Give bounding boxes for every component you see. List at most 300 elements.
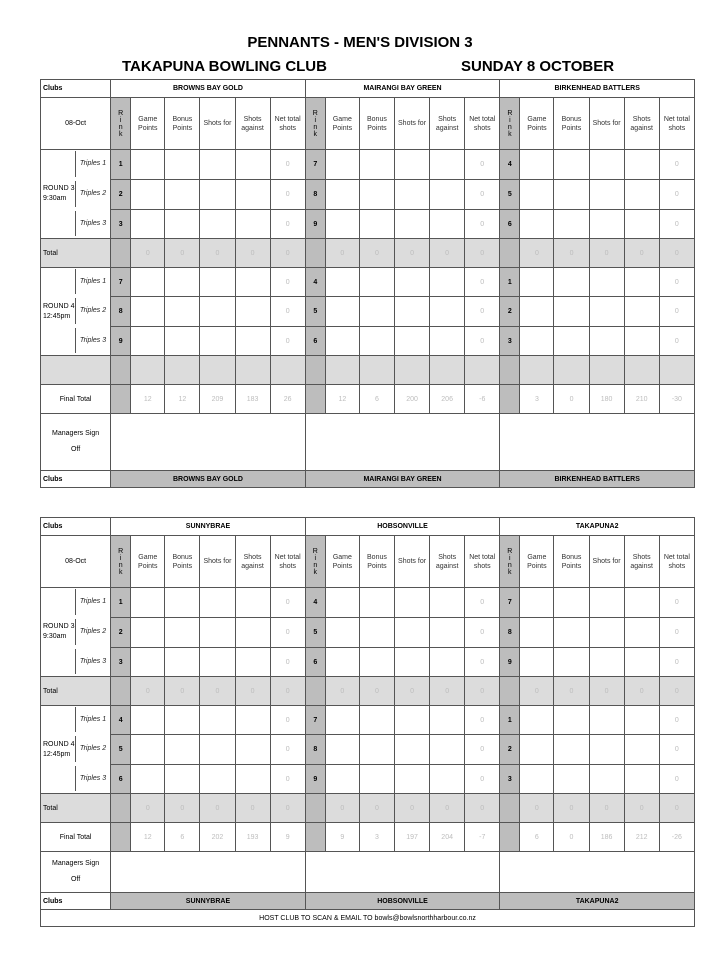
score-entry-cell[interactable] — [235, 618, 270, 648]
score-entry-cell[interactable] — [200, 735, 235, 765]
rink-number: 9 — [111, 327, 131, 356]
signature-box[interactable] — [305, 414, 500, 471]
score-entry-cell[interactable] — [395, 765, 430, 794]
score-entry-cell[interactable] — [554, 327, 589, 356]
total-value: 0 — [165, 239, 200, 268]
score-entry-cell[interactable] — [235, 735, 270, 765]
score-entry-cell[interactable] — [554, 297, 589, 327]
score-entry-cell[interactable] — [200, 765, 235, 794]
score-entry-cell[interactable] — [624, 706, 659, 735]
score-entry-cell[interactable] — [624, 588, 659, 618]
total-label: Total — [41, 677, 111, 706]
final-total-value: 12 — [325, 385, 359, 414]
score-entry-cell[interactable] — [131, 588, 165, 618]
rink-number: 6 — [500, 210, 520, 239]
score-entry-cell[interactable] — [131, 297, 165, 327]
rink-number: 6 — [111, 765, 131, 794]
score-entry-cell[interactable] — [554, 765, 589, 794]
shots-for-header: Shots for — [395, 536, 430, 588]
round4-total-value — [624, 356, 659, 385]
score-entry-cell[interactable] — [554, 268, 589, 297]
final-total-value: 12 — [131, 823, 165, 852]
score-entry-cell[interactable] — [430, 268, 465, 297]
score-entry-cell[interactable] — [394, 180, 429, 210]
round4-total-value: 0 — [131, 794, 165, 823]
score-entry-cell[interactable] — [235, 268, 270, 297]
round4-total-value: 0 — [270, 794, 305, 823]
score-entry-cell[interactable] — [589, 648, 624, 677]
score-entry-cell[interactable] — [589, 765, 624, 794]
rink-blank — [500, 794, 520, 823]
net-total-value: 0 — [270, 648, 305, 677]
rink-number: 8 — [305, 735, 325, 765]
score-entry-cell[interactable] — [325, 588, 359, 618]
net-total-value: 0 — [659, 648, 694, 677]
score-entry-cell[interactable] — [430, 297, 465, 327]
score-entry-cell[interactable] — [520, 735, 554, 765]
signature-box[interactable] — [500, 414, 695, 471]
score-entry-cell[interactable] — [520, 150, 554, 180]
team-name-footer: TAKAPUNA2 — [500, 893, 695, 910]
score-entry-cell[interactable] — [325, 327, 359, 356]
score-entry-cell[interactable] — [325, 618, 359, 648]
total-value: 0 — [589, 677, 624, 706]
score-entry-cell[interactable] — [394, 327, 429, 356]
final-total-label: Final Total — [41, 823, 111, 852]
score-entry-cell[interactable] — [554, 180, 589, 210]
net-total-value: 0 — [465, 268, 500, 297]
rink-number: 4 — [500, 150, 520, 180]
rink-header: R i n k — [305, 98, 325, 150]
score-entry-cell[interactable] — [589, 297, 624, 327]
rink-blank — [305, 823, 325, 852]
rink-number: 2 — [500, 297, 520, 327]
shots-for-header: Shots for — [394, 98, 429, 150]
managers-sign-off-label — [41, 414, 111, 471]
score-entry-cell[interactable] — [359, 268, 394, 297]
score-entry-cell[interactable] — [394, 210, 429, 239]
total-value: 0 — [554, 239, 589, 268]
total-value: 0 — [624, 677, 659, 706]
team-name-footer: SUNNYBRAE — [111, 893, 306, 910]
total-value: 0 — [430, 239, 465, 268]
score-entry-cell[interactable] — [200, 150, 235, 180]
score-entry-cell[interactable] — [430, 765, 465, 794]
total-value: 0 — [465, 677, 500, 706]
triple-label: Triples 2 — [75, 181, 110, 207]
score-entry-cell[interactable] — [165, 706, 200, 735]
net-total-value: 0 — [659, 618, 694, 648]
score-entry-cell[interactable] — [359, 180, 394, 210]
final-total-value: 183 — [235, 385, 270, 414]
signature-box[interactable] — [111, 414, 306, 471]
rink-number: 8 — [111, 297, 131, 327]
score-entry-cell[interactable] — [589, 735, 624, 765]
score-entry-cell[interactable] — [131, 180, 165, 210]
managers-sign-off-label — [41, 852, 111, 893]
score-entry-cell[interactable] — [165, 648, 200, 677]
score-entry-cell[interactable] — [359, 210, 394, 239]
total-value: 0 — [235, 677, 270, 706]
total-value: 0 — [359, 677, 394, 706]
rink-blank — [111, 794, 131, 823]
score-entry-cell[interactable] — [624, 765, 659, 794]
rink-number: 5 — [305, 618, 325, 648]
net-total-header: Net total shots — [659, 536, 694, 588]
score-entry-cell[interactable] — [589, 588, 624, 618]
score-entry-cell[interactable] — [589, 150, 624, 180]
score-entry-cell[interactable] — [554, 150, 589, 180]
score-entry-cell[interactable] — [394, 297, 429, 327]
net-total-value: 0 — [659, 150, 694, 180]
score-entry-cell[interactable] — [165, 210, 200, 239]
managers-sign-line: Managers Sign — [52, 430, 100, 437]
score-entry-cell[interactable] — [325, 648, 359, 677]
total-value: 0 — [554, 677, 589, 706]
score-entry-cell[interactable] — [554, 648, 589, 677]
score-entry-cell[interactable] — [359, 150, 394, 180]
round-name: ROUND 4 — [43, 740, 75, 748]
net-total-value: 0 — [270, 150, 305, 180]
score-entry-cell[interactable] — [554, 618, 589, 648]
score-entry-cell[interactable] — [325, 706, 359, 735]
round-time: 12:45pm — [43, 750, 71, 758]
score-entry-cell[interactable] — [589, 180, 624, 210]
score-entry-cell[interactable] — [520, 648, 554, 677]
score-entry-cell[interactable] — [520, 327, 554, 356]
score-entry-cell[interactable] — [430, 150, 465, 180]
team-name: TAKAPUNA2 — [500, 518, 695, 536]
score-entry-cell[interactable] — [589, 268, 624, 297]
score-entry-cell[interactable] — [395, 648, 430, 677]
score-entry-cell[interactable] — [131, 210, 165, 239]
score-entry-cell[interactable] — [235, 706, 270, 735]
score-entry-cell[interactable] — [235, 588, 270, 618]
date-cell: 08-Oct — [41, 536, 111, 588]
rink-number: 8 — [500, 618, 520, 648]
net-total-value: 0 — [270, 588, 305, 618]
net-total-value: 0 — [270, 210, 305, 239]
score-entry-cell[interactable] — [624, 648, 659, 677]
score-entry-cell[interactable] — [624, 150, 659, 180]
final-total-value: 26 — [270, 385, 305, 414]
score-entry-cell[interactable] — [589, 210, 624, 239]
total-value: 0 — [325, 239, 359, 268]
net-total-value: 0 — [270, 297, 305, 327]
round4-total-value — [394, 356, 429, 385]
team-name-footer: HOBSONVILLE — [305, 893, 500, 910]
score-entry-cell[interactable] — [131, 268, 165, 297]
round4-total-label: Total — [41, 794, 111, 823]
total-value: 0 — [235, 239, 270, 268]
triple-label: Triples 1 — [75, 589, 110, 615]
score-entry-cell[interactable] — [325, 150, 359, 180]
net-total-header: Net total shots — [465, 536, 500, 588]
rink-number: 9 — [305, 210, 325, 239]
round4-total-value: 0 — [325, 794, 359, 823]
score-entry-cell[interactable] — [589, 706, 624, 735]
bonus-points-header: Bonus Points — [359, 536, 394, 588]
rink-number: 9 — [500, 648, 520, 677]
score-entry-cell[interactable] — [200, 268, 235, 297]
net-total-value: 0 — [659, 297, 694, 327]
total-value: 0 — [270, 677, 305, 706]
round-time: 12:45pm — [43, 312, 71, 320]
final-total-value: 6 — [165, 823, 200, 852]
round4-total-value — [270, 356, 305, 385]
score-entry-cell[interactable] — [165, 150, 200, 180]
rink-blank — [305, 385, 325, 414]
final-total-value: -26 — [659, 823, 694, 852]
score-entry-cell[interactable] — [359, 648, 394, 677]
score-entry-cell[interactable] — [430, 210, 465, 239]
score-entry-cell[interactable] — [200, 297, 235, 327]
round-time: 9:30am — [43, 195, 67, 202]
net-total-value: 0 — [659, 210, 694, 239]
score-entry-cell[interactable] — [359, 618, 394, 648]
net-total-value: 0 — [270, 735, 305, 765]
score-entry-cell[interactable] — [359, 735, 394, 765]
round4-total-value — [359, 356, 394, 385]
rink-number: 1 — [111, 588, 131, 618]
score-entry-cell[interactable] — [520, 588, 554, 618]
signature-box[interactable] — [111, 852, 306, 893]
score-entry-cell[interactable] — [235, 765, 270, 794]
total-value: 0 — [624, 239, 659, 268]
score-entry-cell[interactable] — [235, 648, 270, 677]
score-entry-cell[interactable] — [430, 648, 465, 677]
net-total-value: 0 — [465, 618, 500, 648]
rink-number: 7 — [500, 588, 520, 618]
net-total-value: 0 — [465, 327, 500, 356]
score-entry-cell[interactable] — [394, 150, 429, 180]
score-entry-cell[interactable] — [325, 297, 359, 327]
score-entry-cell[interactable] — [235, 150, 270, 180]
score-entry-cell[interactable] — [165, 180, 200, 210]
score-entry-cell[interactable] — [520, 706, 554, 735]
final-total-value: -6 — [465, 385, 500, 414]
net-total-value: 0 — [465, 180, 500, 210]
net-total-value: 0 — [659, 735, 694, 765]
score-entry-cell[interactable] — [359, 588, 394, 618]
rink-blank — [500, 356, 520, 385]
net-total-value: 0 — [270, 180, 305, 210]
round4-total-value — [430, 356, 465, 385]
round4-total-value: 0 — [465, 794, 500, 823]
score-entry-cell[interactable] — [520, 268, 554, 297]
net-total-value: 0 — [659, 706, 694, 735]
rink-header: R i n k — [500, 98, 520, 150]
round4-total-label — [41, 356, 111, 385]
score-entry-cell[interactable] — [624, 618, 659, 648]
score-entry-cell[interactable] — [131, 150, 165, 180]
round-name: ROUND 3 — [43, 623, 75, 630]
final-total-value: 12 — [165, 385, 200, 414]
final-total-value: -7 — [465, 823, 500, 852]
signature-box[interactable] — [305, 852, 500, 893]
rink-number: 5 — [500, 180, 520, 210]
round4-total-value — [520, 356, 554, 385]
score-entry-cell[interactable] — [200, 648, 235, 677]
total-label: Total — [41, 239, 111, 268]
score-entry-cell[interactable] — [395, 618, 430, 648]
rink-number: 2 — [111, 180, 131, 210]
score-entry-cell[interactable] — [165, 268, 200, 297]
score-entry-cell[interactable] — [554, 588, 589, 618]
signature-box[interactable] — [500, 852, 695, 893]
score-entry-cell[interactable] — [554, 735, 589, 765]
score-table-1 — [40, 79, 695, 488]
score-entry-cell[interactable] — [395, 735, 430, 765]
total-value: 0 — [395, 677, 430, 706]
round4-total-value: 0 — [235, 794, 270, 823]
final-total-value: 193 — [235, 823, 270, 852]
score-entry-cell[interactable] — [624, 327, 659, 356]
round4-total-value: 0 — [165, 794, 200, 823]
host-club-title: TAKAPUNA BOWLING CLUB — [122, 58, 327, 75]
score-entry-cell[interactable] — [624, 297, 659, 327]
shots-against-header: Shots against — [624, 536, 659, 588]
score-entry-cell[interactable] — [131, 706, 165, 735]
score-entry-cell[interactable] — [235, 327, 270, 356]
score-entry-cell[interactable] — [430, 706, 465, 735]
score-entry-cell[interactable] — [554, 210, 589, 239]
rink-number: 1 — [500, 268, 520, 297]
score-entry-cell[interactable] — [165, 297, 200, 327]
score-entry-cell[interactable] — [624, 735, 659, 765]
rink-blank — [111, 677, 131, 706]
team-name: SUNNYBRAE — [111, 518, 306, 536]
triple-label: Triples 1 — [75, 151, 110, 177]
score-entry-cell[interactable] — [359, 706, 394, 735]
score-entry-cell[interactable] — [359, 327, 394, 356]
score-entry-cell[interactable] — [395, 588, 430, 618]
rink-blank — [111, 823, 131, 852]
net-total-header: Net total shots — [659, 98, 694, 150]
date-cell: 08-Oct — [41, 98, 111, 150]
score-entry-cell[interactable] — [520, 765, 554, 794]
score-entry-cell[interactable] — [235, 180, 270, 210]
final-total-value: 3 — [520, 385, 554, 414]
score-entry-cell[interactable] — [430, 618, 465, 648]
score-entry-cell[interactable] — [200, 588, 235, 618]
score-entry-cell[interactable] — [165, 618, 200, 648]
score-entry-cell[interactable] — [131, 765, 165, 794]
net-total-value: 0 — [659, 588, 694, 618]
rink-blank — [305, 239, 325, 268]
score-entry-cell[interactable] — [325, 735, 359, 765]
score-entry-cell[interactable] — [624, 268, 659, 297]
rink-number: 2 — [111, 618, 131, 648]
bonus-points-header: Bonus Points — [554, 536, 589, 588]
total-value: 0 — [589, 239, 624, 268]
score-entry-cell[interactable] — [165, 735, 200, 765]
score-entry-cell[interactable] — [131, 618, 165, 648]
team-name: BROWNS BAY GOLD — [111, 80, 306, 98]
clubs-label: Clubs — [41, 893, 111, 910]
score-entry-cell[interactable] — [131, 735, 165, 765]
net-total-value: 0 — [465, 765, 500, 794]
round4-total-value: 0 — [430, 794, 465, 823]
score-entry-cell[interactable] — [325, 210, 359, 239]
net-total-header: Net total shots — [270, 98, 305, 150]
score-entry-cell[interactable] — [325, 765, 359, 794]
rink-number: 7 — [111, 268, 131, 297]
round4-total-value: 0 — [520, 794, 554, 823]
final-total-value: 209 — [200, 385, 235, 414]
score-entry-cell[interactable] — [200, 327, 235, 356]
score-entry-cell[interactable] — [520, 180, 554, 210]
final-total-value: 202 — [200, 823, 235, 852]
score-entry-cell[interactable] — [235, 210, 270, 239]
rink-number: 1 — [500, 706, 520, 735]
score-entry-cell[interactable] — [520, 618, 554, 648]
score-entry-cell[interactable] — [325, 268, 359, 297]
final-total-value: -30 — [659, 385, 694, 414]
net-total-value: 0 — [465, 735, 500, 765]
final-total-value: 6 — [520, 823, 554, 852]
score-entry-cell[interactable] — [200, 210, 235, 239]
rink-header: R i n k — [111, 536, 131, 588]
score-entry-cell[interactable] — [131, 327, 165, 356]
team-name: HOBSONVILLE — [305, 518, 500, 536]
managers-sign-line: Managers Sign — [52, 860, 100, 867]
score-entry-cell[interactable] — [430, 180, 465, 210]
triple-label: Triples 2 — [75, 736, 110, 762]
score-entry-cell[interactable] — [520, 297, 554, 327]
total-value: 0 — [200, 677, 235, 706]
score-entry-cell[interactable] — [430, 588, 465, 618]
score-entry-cell[interactable] — [200, 180, 235, 210]
score-entry-cell[interactable] — [359, 297, 394, 327]
score-entry-cell[interactable] — [624, 210, 659, 239]
rink-number: 6 — [305, 327, 325, 356]
score-entry-cell[interactable] — [624, 180, 659, 210]
rink-blank — [305, 794, 325, 823]
triple-label: Triples 3 — [75, 766, 110, 791]
score-entry-cell[interactable] — [200, 706, 235, 735]
final-total-value: 0 — [554, 823, 589, 852]
round4-total-value: 0 — [589, 794, 624, 823]
score-entry-cell[interactable] — [235, 297, 270, 327]
score-entry-cell[interactable] — [520, 210, 554, 239]
rink-number: 3 — [111, 648, 131, 677]
round4-total-value — [165, 356, 200, 385]
score-entry-cell[interactable] — [395, 706, 430, 735]
final-total-value: 186 — [589, 823, 624, 852]
score-entry-cell[interactable] — [589, 327, 624, 356]
score-entry-cell[interactable] — [165, 327, 200, 356]
score-entry-cell[interactable] — [131, 648, 165, 677]
score-entry-cell[interactable] — [200, 618, 235, 648]
score-entry-cell[interactable] — [165, 765, 200, 794]
score-entry-cell[interactable] — [165, 588, 200, 618]
score-entry-cell[interactable] — [325, 180, 359, 210]
total-value: 0 — [430, 677, 465, 706]
final-total-value: 9 — [270, 823, 305, 852]
clubs-label: Clubs — [41, 80, 111, 98]
score-entry-cell[interactable] — [359, 765, 394, 794]
shots-against-header: Shots against — [235, 98, 270, 150]
net-total-header: Net total shots — [465, 98, 500, 150]
score-entry-cell[interactable] — [430, 735, 465, 765]
score-entry-cell[interactable] — [394, 268, 429, 297]
bonus-points-header: Bonus Points — [359, 98, 394, 150]
score-entry-cell[interactable] — [430, 327, 465, 356]
score-entry-cell[interactable] — [554, 706, 589, 735]
score-entry-cell[interactable] — [589, 618, 624, 648]
net-total-value: 0 — [659, 327, 694, 356]
